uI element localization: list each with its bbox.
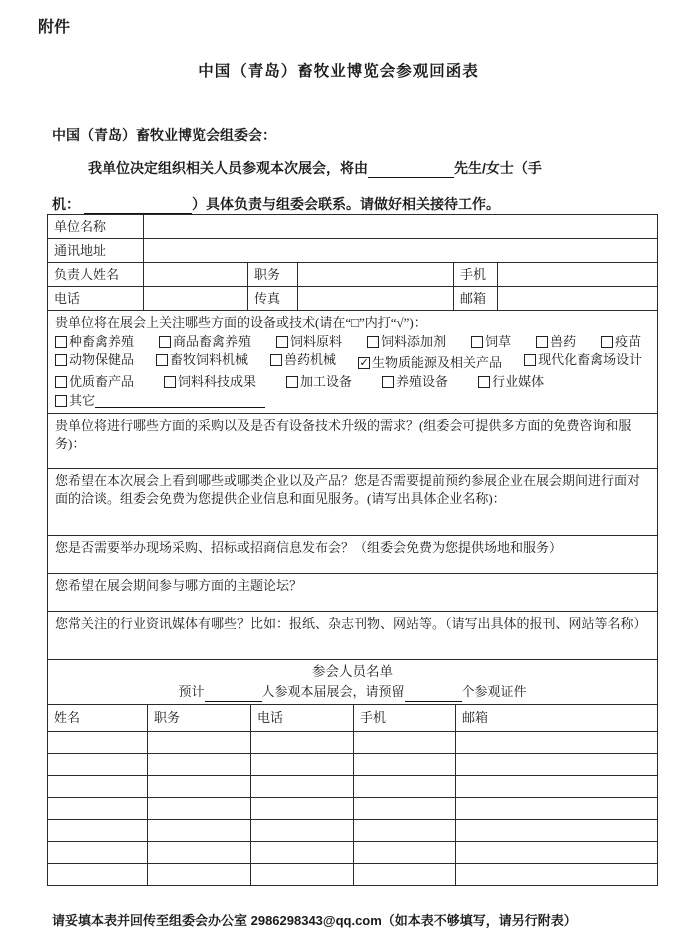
checkbox-unchecked-icon[interactable] (159, 336, 171, 348)
roster-cell[interactable] (148, 732, 251, 754)
roster-table (47, 704, 658, 886)
interest-checkbox-option[interactable] (159, 333, 251, 352)
interest-checkbox-option[interactable] (276, 333, 342, 352)
company-name-cell[interactable] (144, 215, 658, 239)
roster-cell[interactable] (251, 798, 354, 820)
interest-checkbox-option[interactable] (524, 351, 642, 370)
interest-checkbox-option[interactable] (55, 391, 95, 410)
checkbox-unchecked-icon[interactable] (382, 376, 394, 388)
intro-text-seg1: 我单位决定组织相关人员参观本次展会，将由 (88, 160, 368, 176)
roster-cell[interactable] (354, 820, 456, 842)
question-text: 您希望在本次展会上看到哪些或哪类企业以及产品？您是否需要提前预约参展企业在展会期间进行面对面的洽谈。组委会免费为您提供企业信息和面见服务。(请写出具体企业名称)： (55, 473, 641, 506)
interest-checkbox-option[interactable] (156, 351, 248, 370)
roster-column-header-row (48, 705, 658, 732)
checkbox-unchecked-icon[interactable] (156, 354, 168, 366)
roster-cell[interactable] (456, 864, 658, 886)
checkbox-unchecked-icon[interactable] (55, 395, 67, 407)
question-cell-forum[interactable] (48, 574, 658, 612)
roster-cell[interactable] (354, 842, 456, 864)
question-cell-procurement[interactable] (48, 414, 658, 469)
roster-row (48, 754, 658, 776)
roster-estimate-line (54, 682, 651, 702)
roster-col-name: 姓名 (48, 705, 148, 732)
interest-option-label: 饲料原料 (290, 333, 343, 349)
interest-checkbox-option[interactable] (382, 373, 448, 392)
roster-cell[interactable] (251, 776, 354, 798)
roster-cell[interactable] (48, 776, 148, 798)
page-title: 中国（青岛）畜牧业博览会参观回函表 (198, 63, 479, 80)
roster-cell[interactable] (48, 754, 148, 776)
interest-option-row (55, 351, 650, 373)
intro-text-seg2: 先生/女士（手 (454, 160, 542, 176)
roster-row (48, 820, 658, 842)
interest-checkbox-option[interactable] (164, 373, 256, 392)
interest-option-label: 加工设备 (300, 373, 353, 389)
interest-section-cell (48, 311, 658, 414)
fax-cell[interactable] (298, 287, 454, 311)
address-cell[interactable] (144, 239, 658, 263)
roster-cell[interactable] (354, 864, 456, 886)
interest-option-label: 商品畜禽养殖 (173, 333, 252, 349)
roster-cell[interactable] (48, 820, 148, 842)
roster-cell[interactable] (251, 864, 354, 886)
estimate-seg2: 人参观本届展会，请预留 (261, 684, 405, 699)
checkbox-unchecked-icon[interactable] (55, 376, 67, 388)
roster-col-phone: 电话 (251, 705, 354, 732)
question-cell-press-conference[interactable] (48, 536, 658, 574)
interest-option-label: 种畜禽养殖 (69, 333, 135, 349)
phone-label: 电话 (48, 287, 144, 311)
roster-body (48, 732, 658, 886)
question-row (48, 536, 658, 574)
checkbox-unchecked-icon[interactable] (367, 336, 379, 348)
roster-cell[interactable] (354, 754, 456, 776)
checkbox-unchecked-icon[interactable] (276, 336, 288, 348)
mobile-number-blank[interactable] (84, 199, 192, 214)
question-text: 您常关注的行业资讯媒体有哪些？比如：报纸、杂志刊物、网站等。（请写出具体的报刊、网站等名称） (55, 616, 647, 631)
roster-cell[interactable] (148, 864, 251, 886)
interest-option-label: 疫苗 (615, 333, 642, 349)
roster-cell[interactable] (456, 842, 658, 864)
roster-header-row (48, 660, 658, 705)
address-row (48, 239, 658, 263)
checkbox-checked-icon[interactable]: ✓ (359, 357, 369, 370)
roster-cell[interactable] (456, 776, 658, 798)
other-option-blank[interactable] (95, 394, 265, 408)
estimate-seg1: 预计 (178, 684, 205, 699)
badge-count-blank[interactable] (405, 688, 462, 702)
interest-option-label: 其它 (69, 393, 96, 408)
interest-option-label: 生物质能源及相关产品 (372, 355, 503, 370)
interest-checkbox-option[interactable] (601, 333, 641, 352)
company-name-row (48, 215, 658, 239)
checkbox-unchecked-icon[interactable] (55, 336, 67, 348)
roster-cell[interactable] (48, 732, 148, 754)
phone-row (48, 287, 658, 311)
interest-checkbox-option[interactable] (55, 333, 134, 352)
intro-text-seg3: 机： (52, 196, 80, 212)
email-cell[interactable] (498, 287, 658, 311)
title-cell[interactable] (298, 263, 454, 287)
roster-cell[interactable] (251, 820, 354, 842)
question-row (48, 469, 658, 536)
interest-option-label: 优质畜产品 (69, 373, 135, 389)
roster-cell[interactable] (148, 798, 251, 820)
mobile-cell[interactable] (498, 263, 658, 287)
interest-option-label: 饲料添加剂 (381, 333, 447, 349)
roster-cell[interactable] (251, 754, 354, 776)
mobile-label: 手机 (454, 263, 498, 287)
attachment-label: 附件 (38, 19, 71, 36)
interest-checkbox-option[interactable] (367, 333, 446, 352)
question-row (48, 414, 658, 469)
question-row (48, 574, 658, 612)
roster-cell[interactable] (456, 732, 658, 754)
roster-col-email: 邮箱 (456, 705, 658, 732)
interest-option-row (55, 333, 650, 352)
contact-name-label: 负责人姓名 (48, 263, 144, 287)
address-label: 通讯地址 (48, 239, 144, 263)
contact-name-cell[interactable] (144, 263, 248, 287)
roster-cell[interactable] (48, 842, 148, 864)
roster-cell[interactable] (354, 776, 456, 798)
roster-cell[interactable] (48, 798, 148, 820)
footer-note: 请妥填本表并回传至组委会办公室 2986298343@qq.com（如本表不够填写，请另行附表） (52, 913, 577, 928)
interest-checkbox-option[interactable] (536, 333, 576, 352)
interest-option-row (55, 373, 650, 392)
intro-line-2 (52, 195, 619, 214)
roster-cell[interactable] (251, 732, 354, 754)
contact-row (48, 263, 658, 287)
checkbox-unchecked-icon[interactable] (270, 354, 282, 366)
checkbox-unchecked-icon[interactable] (601, 336, 613, 348)
interest-checkbox-option[interactable] (55, 351, 134, 370)
interest-checkbox-option[interactable] (55, 373, 134, 392)
roster-row (48, 798, 658, 820)
question-row (48, 612, 658, 660)
interest-option-label: 兽药 (550, 333, 577, 349)
responsible-person-blank[interactable] (368, 163, 454, 178)
roster-row (48, 842, 658, 864)
interest-section-row (48, 311, 658, 414)
checkbox-unchecked-icon[interactable] (164, 376, 176, 388)
checkbox-unchecked-icon[interactable] (536, 336, 548, 348)
checkbox-unchecked-icon[interactable] (524, 354, 536, 366)
interest-option-label: 畜牧饲料机械 (170, 352, 249, 367)
interest-checkbox-option[interactable] (286, 373, 352, 392)
fax-label: 传真 (248, 287, 298, 311)
question-text: 您希望在展会期间参与哪方面的主题论坛？ (55, 578, 303, 593)
estimate-seg3: 个参观证件 (461, 684, 527, 699)
roster-cell[interactable] (456, 820, 658, 842)
question-text: 贵单位将进行哪些方面的采购以及是否有设备技术升级的需求？(组委会可提供多方面的免费咨询和服务)： (55, 418, 632, 451)
phone-cell[interactable] (144, 287, 248, 311)
roster-cell[interactable] (456, 798, 658, 820)
roster-cell[interactable] (48, 864, 148, 886)
title-label: 职务 (248, 263, 298, 287)
roster-header-cell (48, 660, 658, 705)
interest-option-label: 饲草 (485, 333, 512, 349)
interest-other-line (55, 391, 650, 410)
interest-option-label: 现代化畜禽场设计 (538, 352, 643, 367)
interest-checkbox-option[interactable] (471, 333, 511, 352)
checkbox-unchecked-icon[interactable] (55, 354, 67, 366)
email-label: 邮箱 (454, 287, 498, 311)
interest-checkbox-option[interactable] (478, 373, 544, 392)
main-form-table (47, 214, 658, 705)
roster-title: 参会人员名单 (312, 664, 394, 679)
company-name-label: 单位名称 (48, 215, 144, 239)
greeting-line: 中国（青岛）畜牧业博览会组委会： (52, 127, 276, 143)
interest-option-label: 动物保健品 (69, 352, 135, 367)
roster-cell[interactable] (148, 754, 251, 776)
intro-line-1 (88, 159, 619, 178)
question-cell-companies[interactable] (48, 469, 658, 536)
roster-cell[interactable] (456, 754, 658, 776)
roster-cell[interactable] (148, 820, 251, 842)
visitor-count-blank[interactable] (205, 688, 262, 702)
roster-col-mobile: 手机 (354, 705, 456, 732)
roster-cell[interactable] (251, 842, 354, 864)
intro-text-seg4: ）具体负责与组委会联系。请做好相关接待工作。 (192, 196, 500, 212)
checkbox-unchecked-icon[interactable] (471, 336, 483, 348)
roster-cell[interactable] (354, 798, 456, 820)
interest-options (55, 333, 650, 392)
roster-col-title: 职务 (148, 705, 251, 732)
interest-checkbox-option[interactable] (358, 354, 502, 373)
interest-checkbox-option[interactable] (270, 351, 336, 370)
roster-row (48, 776, 658, 798)
roster-cell[interactable] (148, 776, 251, 798)
interest-option-label: 养殖设备 (396, 373, 449, 389)
checkbox-unchecked-icon[interactable] (478, 376, 490, 388)
interest-option-label: 行业媒体 (492, 373, 545, 389)
roster-row (48, 864, 658, 886)
interest-option-label: 饲料科技成果 (178, 373, 257, 389)
question-text: 您是否需要举办现场采购、招标或招商信息发布会？（组委会免费为您提供场地和服务） (55, 540, 563, 555)
question-cell-media[interactable] (48, 612, 658, 660)
roster-cell[interactable] (354, 732, 456, 754)
interest-heading: 贵单位将在展会上关注哪些方面的设备或技术(请在“□”内打“√”)： (55, 315, 427, 330)
checkbox-unchecked-icon[interactable] (286, 376, 298, 388)
roster-row (48, 732, 658, 754)
interest-option-label: 兽药机械 (284, 352, 337, 367)
roster-cell[interactable] (148, 842, 251, 864)
